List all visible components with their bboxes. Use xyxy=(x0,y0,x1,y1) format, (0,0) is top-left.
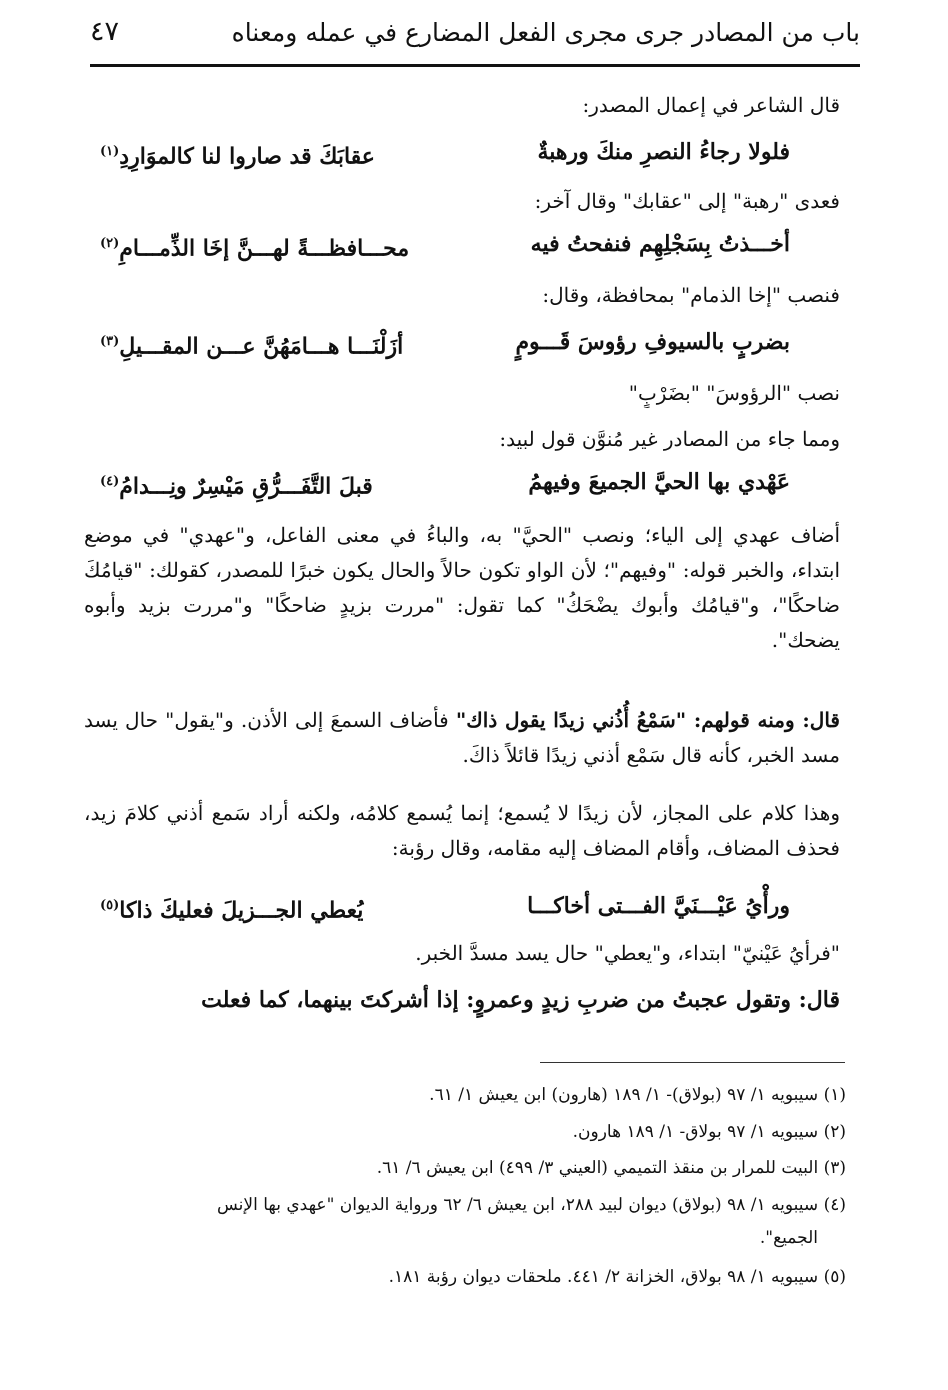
paragraph-text: فأضاف السمعَ إلى الأذن. و"يقول" حال يسد مسد الخبر، كأنه قال سَمْع أذني زيدًا قائلاً ذاكَ. xyxy=(84,708,840,767)
footnote: (٥) سيبويه ١/ ٩٨ بولاق، الخزانة ٢/ ٤٤١. ملحقات ديوان رؤبة ١٨١. xyxy=(388,1267,846,1287)
verse-left-hemistich xyxy=(100,132,375,176)
verse-text: قبلَ التَّفَـــرُّقِ مَيْسِرٌ ونِـــدامُ xyxy=(119,473,373,500)
text-line: "فرأيُ عَيْنيّ" ابتداء، و"يعطي" حال يسد مسدَّ الخبر. xyxy=(415,941,840,965)
verse-2 xyxy=(100,224,840,264)
text-line: نصب "الرؤوسَ" "بضَرْبٍ" xyxy=(628,381,840,405)
verse-left-hemistich xyxy=(100,886,363,930)
verse-5 xyxy=(100,886,840,926)
footnote: (٤) سيبويه ١/ ٩٨ (بولاق) ديوان لبيد ٢٨٨، ابن يعيش ٦/ ٦٢ ورواية الديوان "عهدي بها الإنس xyxy=(216,1195,846,1215)
text-line: قال: وتقول عجبتُ من ضربِ زيدٍ وعمروٍ: إذا أشركتَ بينهما، كما فعلت xyxy=(201,987,840,1013)
footnote: (١) سيبويه ١/ ٩٧ (بولاق)- ١/ ١٨٩ (هارون) ابن يعيش ١/ ٦١. xyxy=(429,1085,846,1105)
verse-left-hemistich xyxy=(100,462,373,506)
page-number: ٤٧ xyxy=(90,16,120,47)
footnote-marker: (٤) xyxy=(100,474,120,489)
running-title: باب من المصادر جرى مجرى الفعل المضارع في عمله ومعناه xyxy=(231,18,860,47)
verse-text: أزَلْنَـــا هـــامَهُنَّ عـــن المقـــيلِ xyxy=(119,333,404,360)
text-line: فنصب "إخا الذمام" بمحافظة، وقال: xyxy=(542,283,840,307)
verse-right-hemistich: أخـــذتُ بِسَجْلِهِم فنفحتُ فيه xyxy=(530,231,790,257)
footnote: (٣) البيت للمرار بن منقذ التميمي (العيني ٣/ ٤٩٩) ابن يعيش ٦/ ٦١. xyxy=(376,1158,846,1178)
verse-text: محـــافظـــةً لهـــنَّ إخَا الذِّمـــامِ xyxy=(119,235,410,262)
verse-right-hemistich: بضربٍ بالسيوفِ رؤوسَ قَـــومٍ xyxy=(515,329,790,355)
footnote-rule xyxy=(540,1062,845,1063)
footnote-marker: (٣) xyxy=(100,334,120,349)
bold-lead: قال: ومنه قولهم: "سَمْعُ أُذُني زيدًا يقول ذاك" xyxy=(455,708,840,732)
footnote: (٢) سيبويه ١/ ٩٧ بولاق- ١/ ١٨٩ هارون. xyxy=(572,1122,846,1142)
text-line: ومما جاء من المصادر غير مُنوَّن قول لبيد: xyxy=(499,427,840,451)
verse-right-hemistich: ورأْيُ عَيْـــنَيَّ الفـــتى أخاكـــا xyxy=(527,893,790,919)
footnote-marker: (٢) xyxy=(100,236,120,251)
text-line: فعدى "رهبة" إلى "عقابك" وقال آخر: xyxy=(534,189,840,213)
paragraph xyxy=(84,703,840,773)
verse-text: عقابَكَ قد صاروا لنا كالموَارِدِ xyxy=(119,143,375,170)
verse-left-hemistich xyxy=(100,224,409,268)
text-line: قال الشاعر في إعمال المصدر: xyxy=(582,93,840,117)
verse-3 xyxy=(100,322,840,362)
footnote-continuation: الجميع". xyxy=(759,1228,818,1248)
verse-right-hemistich: فلولا رجاءُ النصرِ منكَ ورهبةٌ xyxy=(537,139,790,165)
verse-1 xyxy=(100,132,840,172)
footnote-marker: (٥) xyxy=(100,898,120,913)
header-rule xyxy=(90,64,860,67)
paragraph: وهذا كلام على المجاز، لأن زيدًا لا يُسمع؛ إنما يُسمع كلامُه، ولكنه أراد سَمع أذني كلامَ زيد، فحذف المضاف، وأقام المضاف إليه مقامه، وقال رؤبة: xyxy=(84,801,840,860)
verse-right-hemistich: عَهْدي بها الحيَّ الجميعَ وفيهمُ xyxy=(528,469,790,495)
page-header xyxy=(90,14,860,64)
footnote-marker: (١) xyxy=(100,144,120,159)
paragraph: أضاف عهدي إلى الياء؛ ونصب "الحيَّ" به، والباءُ في معنى الفاعل، و"عهدي" في موضع ابتداء، والخبر قوله: "وفيهم"؛ لأن الواو تكون حالاً والحال يكون خبرًا للمصدر، كقولك: "قيامُكَ ضاحكًا"، و"قيامُك وأبوك يضْحَكُ" كما تقول: "مررت بزيدٍ ضاحكًا" و"مررت بزيد وأبوه يضحك". xyxy=(84,523,840,652)
verse-4 xyxy=(100,462,840,502)
verse-text: يُعطي الجـــزيلَ فعليكَ ذاكا xyxy=(119,897,364,924)
verse-left-hemistich xyxy=(100,322,403,366)
